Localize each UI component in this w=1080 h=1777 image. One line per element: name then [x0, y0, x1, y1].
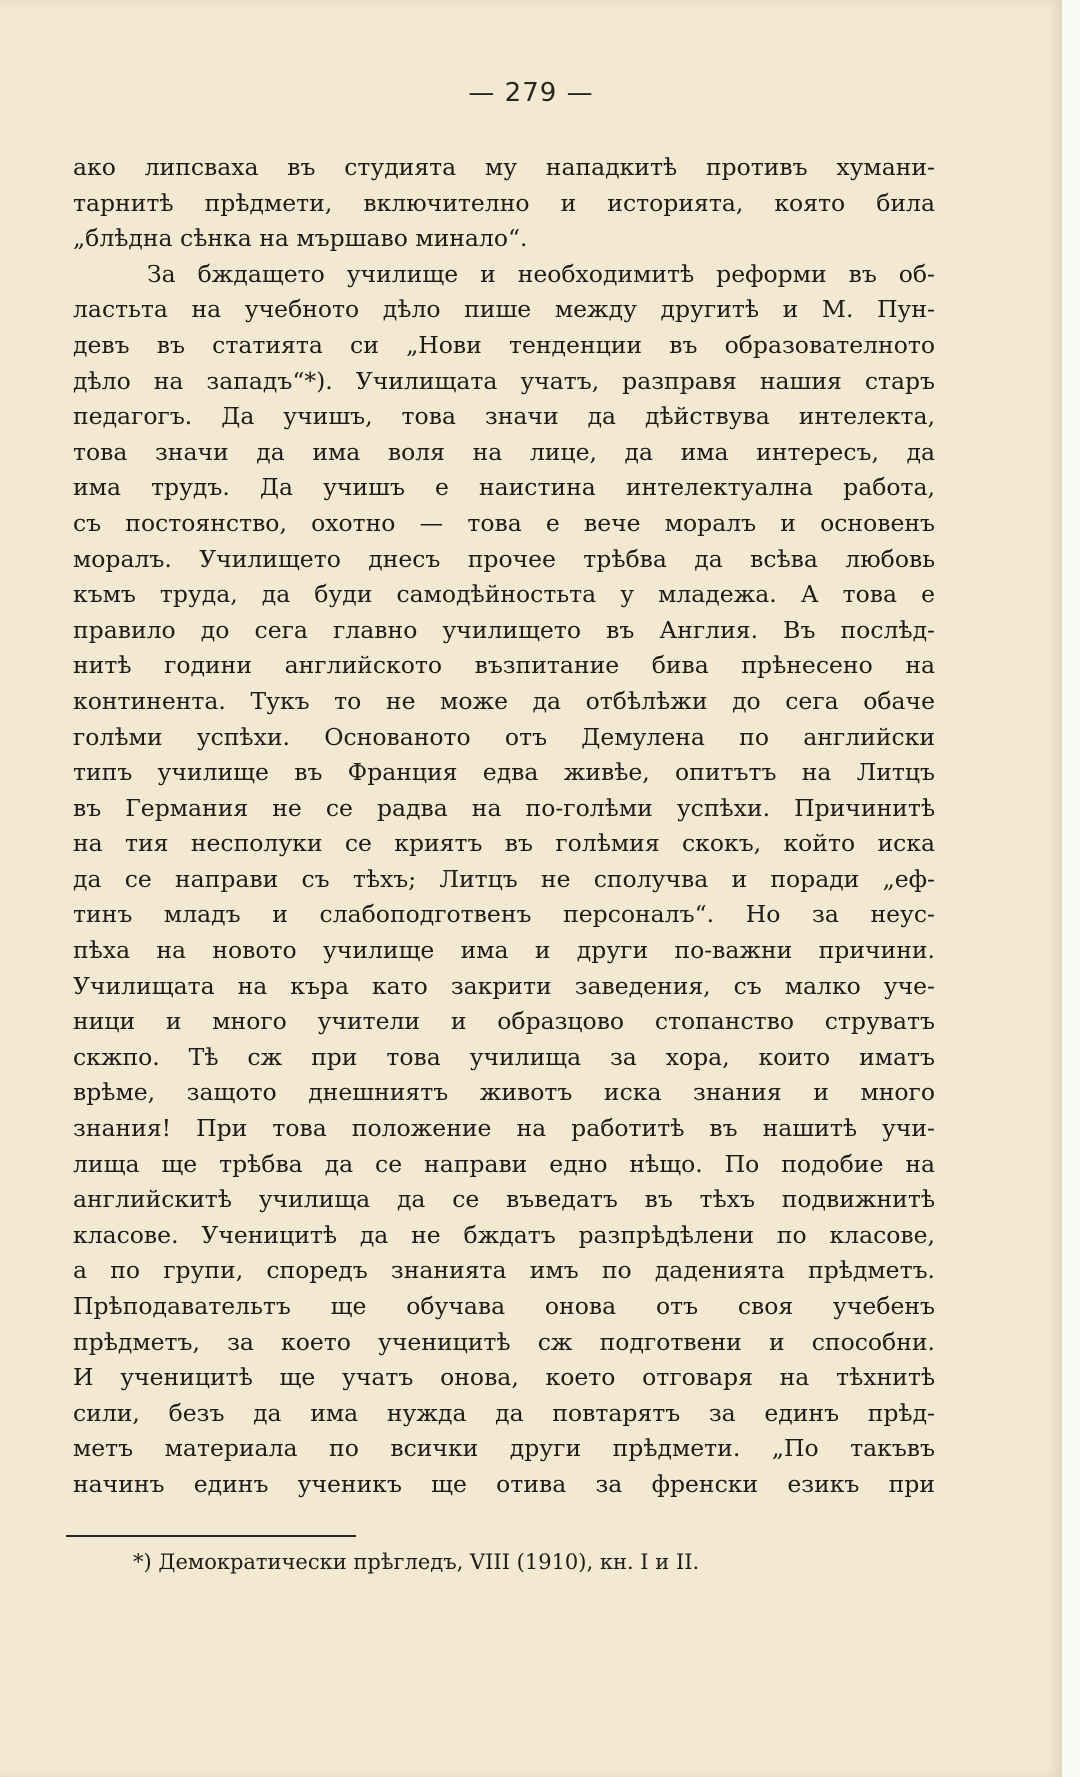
text-line: правило до сега главно училището въ Англия. Въ послѣд-: [73, 615, 935, 644]
text-line: ници и много учители и образцово стопанство струватъ: [73, 1007, 935, 1036]
text-line: нитѣ години английското възпитание бива прѣнесено на: [73, 651, 935, 680]
text-line: И ученицитѣ ще учатъ онова, което отговаря на тѣхнитѣ: [73, 1363, 935, 1392]
text-line: скжпо. Тѣ сж при това училища за хора, които иматъ: [73, 1042, 935, 1071]
text-line: тарнитѣ прѣдмети, включително и историята, която била: [73, 188, 935, 217]
text-line: ако липсваха въ студията му нападкитѣ противъ хумани-: [73, 153, 935, 181]
text-line: ластьта на учебното дѣло пише между другитѣ и М. Пун-: [73, 295, 935, 324]
text-line: пѣха на новото училище има и други по-важни причини.: [73, 936, 935, 965]
text-line: а по групи, споредъ знанията имъ по даденията прѣдметъ.: [73, 1256, 935, 1285]
footnote-divider: [66, 1535, 356, 1537]
text-line: „блѣдна сѣнка на мършаво минало“.: [73, 224, 528, 253]
text-line: знания! При това положение на работитѣ въ нашитѣ учи-: [73, 1114, 935, 1143]
text-line: начинъ единъ ученикъ ще отива за френски езикъ при: [73, 1469, 935, 1498]
text-line: врѣме, защото днешниятъ животъ иска знания и много: [73, 1078, 935, 1107]
text-line: въ Германия не се радва на по-голѣми успѣхи. Причинитѣ: [73, 793, 935, 822]
page-number: — 279 —: [468, 78, 594, 108]
text-line: метъ материала по всички други прѣдмети. „По такъвъ: [73, 1434, 935, 1463]
text-line: сили, безъ да има нужда да повтарятъ за единъ прѣд-: [73, 1398, 935, 1427]
text-line: моралъ. Училището днесъ прочее трѣбва да всѣва любовь: [73, 544, 935, 573]
text-line: това значи да има воля на лице, да има интересъ, да: [73, 437, 935, 466]
text-line: къмъ труда, да буди самодѣйностьта у младежа. А това е: [73, 580, 935, 609]
text-line: лища ще трѣбва да се направи едно нѣщо. По подобие на: [73, 1149, 935, 1178]
text-line: Училищата на кърa като закрити заведения, съ малко уче-: [73, 971, 935, 1000]
text-line: голѣми успѣхи. Основаното отъ Демулена по английски: [73, 722, 935, 751]
text-line: Прѣподавательтъ ще обучава онова отъ своя учебенъ: [73, 1292, 935, 1320]
text-line: на тия несполуки се криятъ въ голѣмия скокъ, който иска: [73, 829, 935, 858]
text-line: типъ училище въ Франция едва живѣе, опитътъ на Литцъ: [73, 758, 935, 787]
scan-margin: [1062, 0, 1080, 1777]
text-line: прѣдметъ, за което ученицитѣ сж подготвени и способни.: [73, 1327, 935, 1356]
text-line: девъ въ статията си „Нови тенденции въ образователното: [73, 330, 935, 359]
text-line: да се направи съ тѣхъ; Литцъ не сполучва и поради „еф-: [73, 864, 935, 893]
text-line: дѣло на западъ“*). Училищата учатъ, разправя нашия старъ: [73, 366, 935, 395]
text-line: има трудъ. Да учишъ е наистина интелектуална работа,: [73, 473, 935, 502]
footnote: *) Демократически прѣгледъ, VIII (1910), кн. I и II.: [133, 1550, 700, 1574]
text-line: За бждащето училище и необходимитѣ реформи въ об-: [147, 259, 935, 288]
text-line: съ постоянство, охотно — това е вече моралъ и основенъ: [73, 508, 935, 537]
text-line: английскитѣ училища да се въведатъ въ тѣхъ подвижнитѣ: [73, 1185, 935, 1214]
body-text: [73, 150, 935, 1503]
text-line: континента. Тукъ то не може да отбѣлѣжи до сега обаче: [73, 686, 935, 715]
text-line: тинъ младъ и слабоподготвенъ персоналъ“. Но за неус-: [73, 900, 935, 929]
text-line: класове. Ученицитѣ да не бждатъ разпрѣдѣлени по класове,: [73, 1220, 935, 1249]
text-line: педагогъ. Да учишъ, това значи да дѣйствува интелекта,: [73, 402, 935, 431]
